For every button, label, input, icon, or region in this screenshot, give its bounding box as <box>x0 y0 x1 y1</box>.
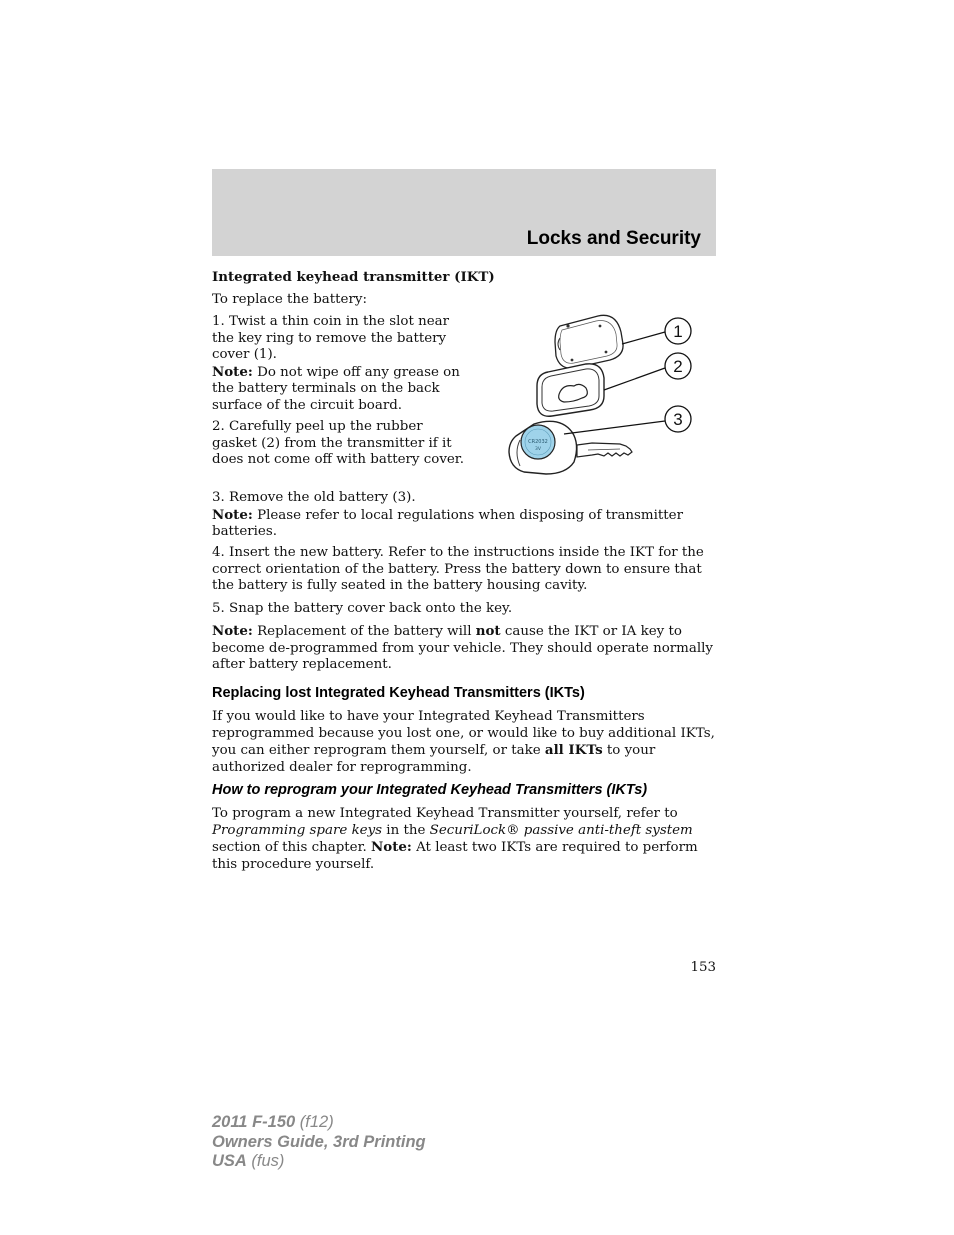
page-section-title: Locks and Security <box>526 228 701 249</box>
battery-voltage: 3V <box>535 447 541 452</box>
note-label: Note: <box>212 363 253 380</box>
footer-line-1 <box>212 1113 426 1133</box>
battery-note <box>212 623 718 674</box>
document-footer <box>212 1113 426 1172</box>
footer-market-code: (fus) <box>246 1152 285 1170</box>
header-band <box>212 169 716 256</box>
reprogram-heading: How to reprogram your Integrated Keyhead Transmitters (IKTs) <box>212 782 648 798</box>
reprogram-text-part: To program a new Integrated Keyhead Transmitter yourself, refer to <box>212 806 678 821</box>
intro-text: To replace the battery: <box>212 292 367 307</box>
note-emphasis: not <box>475 623 501 639</box>
section-heading: Integrated keyhead transmitter (IKT) <box>212 269 495 285</box>
key-illustration <box>509 421 632 474</box>
step-3-text: 3. Remove the old battery (3). <box>212 490 416 505</box>
note-text: Replacement of the battery will <box>252 624 476 639</box>
step-2: 2. Carefully peel up the rubber gasket (2) from the transmitter if it does not come off with battery cover. <box>212 419 464 468</box>
callout-2 <box>665 353 691 379</box>
replacing-text-part: If you would like to have your Integrated Keyhead Transmitters reprogrammed because you lost one, or would like to buy additional IKTs, you can either reprogram them yourself, or take <box>212 709 715 759</box>
callout-number: 1 <box>673 322 683 341</box>
reprogram-text-part: section of this chapter. <box>212 840 372 856</box>
callout-3 <box>665 406 691 432</box>
programming-spare-keys-reference: Programming spare keys <box>212 822 383 838</box>
step-4: 4. Insert the new battery. Refer to the instructions inside the IKT for the correct orientation of the battery. Press the battery down to ensure that the battery is fully seated in the battery housing cavity. <box>212 545 704 594</box>
callout-number: 3 <box>673 410 683 429</box>
callout-number: 2 <box>673 357 683 376</box>
page-number: 153 <box>690 960 716 975</box>
securilock-reference: SecuriLock® passive anti-theft system <box>429 822 693 838</box>
replacing-text-emphasis: all IKTs <box>544 742 603 759</box>
replacing-heading: Replacing lost Integrated Keyhead Transmitters (IKTs) <box>212 685 585 701</box>
ikt-battery-diagram <box>502 312 698 482</box>
replacing-text <box>212 709 718 776</box>
step-1-text: 1. Twist a thin coin in the slot near the key ring to remove the battery cover (1). <box>212 314 450 363</box>
step-1-note-text: Do not wipe off any grease on the battery terminals on the back surface of the circuit board. <box>212 364 460 413</box>
footer-market: USA <box>212 1152 247 1170</box>
replacing-text-part: to your authorized dealer for reprogramming. <box>212 743 656 775</box>
step-3 <box>212 490 718 541</box>
footer-line-3 <box>212 1152 426 1172</box>
footer-code: (f12) <box>295 1113 334 1131</box>
step-5: 5. Snap the battery cover back onto the key. <box>212 601 513 616</box>
callout-1 <box>665 318 691 344</box>
footer-line-2: Owners Guide, 3rd Printing <box>212 1132 426 1151</box>
note-text: cause the IKT or IA key to become de-programmed from your vehicle. They should operate normally after battery replacement. <box>212 624 713 673</box>
step-3-note-text: Please refer to local regulations when disposing of transmitter batteries. <box>212 507 683 540</box>
reprogram-text-part: in the <box>382 822 430 838</box>
note-label: Note: <box>212 623 253 639</box>
battery-cover-illustration <box>555 315 623 368</box>
reprogram-note-text: At least two IKTs are required to perform this procedure yourself. <box>212 840 698 872</box>
footer-model: 2011 F-150 <box>212 1113 296 1131</box>
note-label: Note: <box>212 506 253 523</box>
rubber-gasket-illustration <box>537 364 604 416</box>
note-label: Note: <box>371 839 412 856</box>
battery-label: CR2032 <box>528 439 548 445</box>
step-1 <box>212 314 474 415</box>
reprogram-text <box>212 806 718 873</box>
